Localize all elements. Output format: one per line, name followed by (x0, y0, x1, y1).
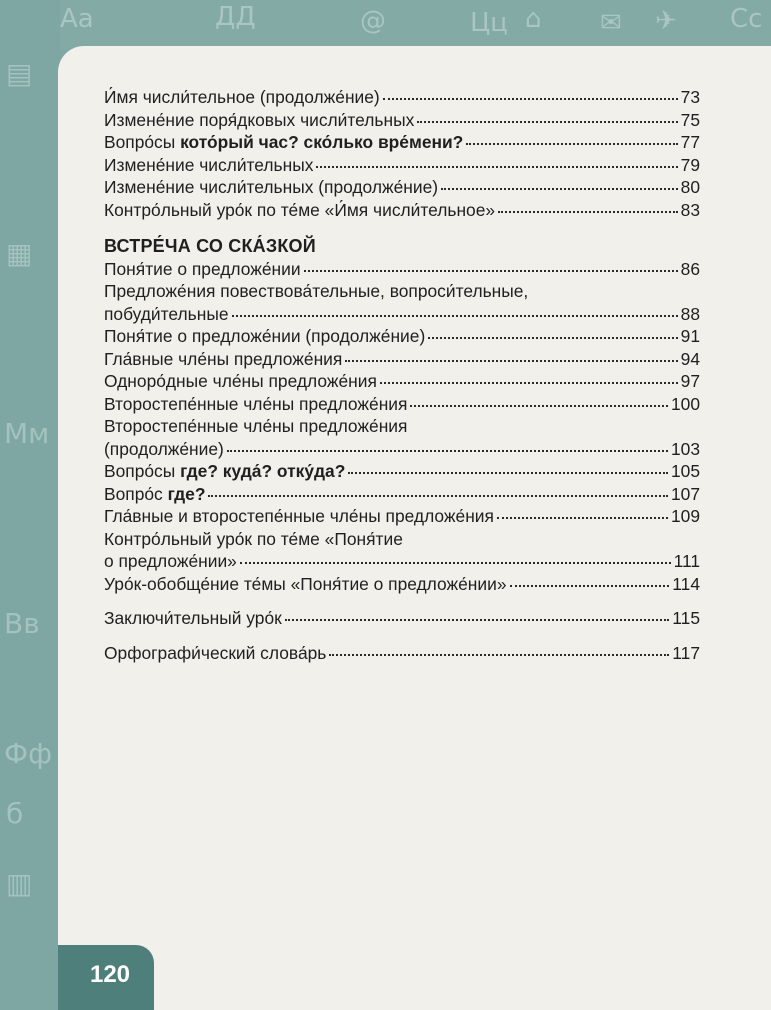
toc-row-page: 80 (680, 177, 700, 197)
leader-dots (498, 211, 678, 213)
toc-row[interactable] (104, 176, 700, 199)
leader-dots (441, 188, 678, 190)
toc-row-title: Поня́тие о предложе́нии (продолже́ние) (104, 326, 426, 346)
toc-row-page: 86 (680, 258, 700, 279)
toc-row-title (104, 483, 205, 506)
toc-row[interactable] (104, 86, 700, 109)
toc-row-page: 73 (680, 87, 700, 107)
notebook-doodle-icon: ▤ (6, 57, 33, 90)
leader-dots (208, 495, 668, 497)
leader-dots (497, 517, 668, 519)
letters-doodle-icon: Мм (4, 417, 50, 450)
toc-row-page: 75 (680, 109, 700, 130)
toc-row-title: Заключи́тельный уро́к (104, 608, 282, 628)
toc-row[interactable] (104, 505, 700, 528)
toc-row-page: 111 (673, 551, 700, 571)
house-doodle-icon: ⌂ (525, 4, 542, 34)
section-heading: ВСТРЕ́ЧА СО СКА́ЗКОЙ (104, 236, 316, 256)
toc-row-page: 77 (680, 132, 700, 152)
toc-row-title-bold: где? (167, 483, 206, 504)
toc-row-page: 91 (680, 326, 700, 346)
toc-row-title: Измене́ние поря́дковых числи́тельных (104, 109, 415, 130)
airplane-doodle-icon: ✈ (655, 6, 677, 36)
toc-row[interactable] (104, 154, 700, 177)
leader-dots (466, 143, 677, 145)
leader-dots (348, 472, 668, 474)
notebook-doodle-icon: ▥ (6, 867, 33, 900)
toc-row-page: 114 (672, 573, 700, 594)
toc-row-page: 83 (680, 199, 700, 220)
leader-dots (304, 270, 678, 272)
toc-row-page: 105 (670, 461, 700, 481)
toc-row-title: Гла́вные чле́ны предложе́ния (104, 348, 343, 369)
toc-row-title: Одноро́дные чле́ны предложе́ния (104, 371, 377, 391)
toc-row-title: Орфографи́ческий слова́рь (104, 642, 327, 663)
toc-row-title: Поня́тие о предложе́нии (104, 258, 301, 279)
decorative-left-border (0, 0, 60, 1010)
toc-row-title-line[interactable]: Контро́льный уро́к по те́ме «Поня́тие (104, 528, 403, 549)
toc-row-page: 107 (670, 483, 700, 504)
toc-row-page: 103 (670, 438, 700, 459)
page-number: 120 (89, 961, 131, 988)
toc-row[interactable] (104, 370, 700, 393)
toc-row-title (104, 460, 345, 483)
leader-dots (316, 166, 677, 168)
toc-row-title: о предложе́нии» (104, 551, 237, 571)
decorative-top-border (0, 0, 771, 50)
toc-row[interactable] (104, 642, 700, 665)
leader-dots (510, 585, 670, 587)
leader-dots (227, 450, 668, 452)
toc-row-title-line[interactable]: Предложе́ния повествова́тельные, вопроси́тельные, (104, 281, 529, 301)
letters-doodle-icon: Вв (4, 607, 40, 640)
leader-dots (428, 337, 677, 339)
letters-doodle-icon: Cc (730, 4, 763, 34)
toc-row-title: Второстепе́нные чле́ны предложе́ния (104, 393, 408, 414)
toc-row-page: 109 (670, 506, 700, 526)
notebook-doodle-icon: ▦ (6, 237, 33, 270)
toc-row-title-bold: кото́рый час? ско́лько вре́мени? (180, 132, 464, 152)
letters-doodle-icon: Aa (60, 4, 94, 34)
leader-dots (285, 619, 670, 621)
toc-row-page: 79 (680, 154, 700, 175)
toc-row[interactable] (104, 573, 700, 596)
toc-row[interactable] (104, 438, 700, 461)
toc-row-page: 117 (672, 642, 700, 663)
toc-row-title-plain: Вопро́сы (104, 461, 181, 481)
toc-row-title: И́мя числи́тельное (продолже́ние) (104, 87, 380, 107)
leader-dots (383, 98, 678, 100)
leader-dots (240, 562, 671, 564)
toc-row-title: Контро́льный уро́к по те́ме «И́мя числи́тельное» (104, 199, 496, 220)
leader-dots (417, 121, 677, 123)
toc-row[interactable] (104, 460, 700, 483)
letters-doodle-icon: б (6, 797, 24, 830)
toc-row-title-bold: где? куда́? отку́да? (180, 461, 346, 481)
toc-row[interactable] (104, 199, 700, 222)
toc-row-title: побуди́тельные (104, 303, 229, 324)
toc-row[interactable] (104, 325, 700, 348)
toc-row-page: 115 (672, 608, 700, 628)
table-of-contents (104, 86, 700, 664)
leader-dots (329, 654, 669, 656)
letters-doodle-icon: ДД (215, 2, 256, 32)
toc-row-title: Уро́к-обобще́ние те́мы «Поня́тие о предложе́нии» (104, 573, 507, 594)
at-sign-doodle-icon: @ (360, 6, 386, 36)
toc-row-page: 94 (680, 348, 700, 369)
toc-row[interactable] (104, 607, 700, 630)
toc-row-page: 88 (680, 303, 700, 324)
toc-row-page: 97 (680, 371, 700, 391)
toc-row-title: Гла́вные и второстепе́нные чле́ны предложе́ния (104, 506, 494, 526)
toc-row[interactable] (104, 131, 700, 154)
toc-row-title-plain: Вопро́с (104, 483, 168, 504)
toc-row-title-line[interactable]: Второстепе́нные чле́ны предложе́ния (104, 416, 408, 436)
leader-dots (410, 405, 668, 407)
leader-dots (380, 382, 678, 384)
toc-row-title-plain: Вопро́сы (104, 132, 181, 152)
toc-row-page: 100 (670, 393, 700, 414)
envelope-doodle-icon: ✉ (600, 8, 622, 38)
toc-row[interactable] (104, 393, 700, 416)
toc-row-title: Измене́ние числи́тельных (104, 154, 314, 175)
toc-row-title: (продолже́ние) (104, 438, 224, 459)
leader-dots (345, 360, 677, 362)
leader-dots (232, 315, 678, 317)
toc-row[interactable] (104, 109, 700, 132)
letters-doodle-icon: Цц (470, 8, 508, 38)
toc-row[interactable] (104, 348, 700, 371)
toc-row-title: Измене́ние числи́тельных (продолже́ние) (104, 177, 439, 197)
toc-row[interactable] (104, 483, 700, 506)
toc-row[interactable] (104, 258, 700, 281)
letters-doodle-icon: Фф (4, 737, 53, 770)
toc-row-title (104, 131, 463, 154)
toc-row[interactable] (104, 550, 700, 573)
toc-row[interactable] (104, 303, 700, 326)
